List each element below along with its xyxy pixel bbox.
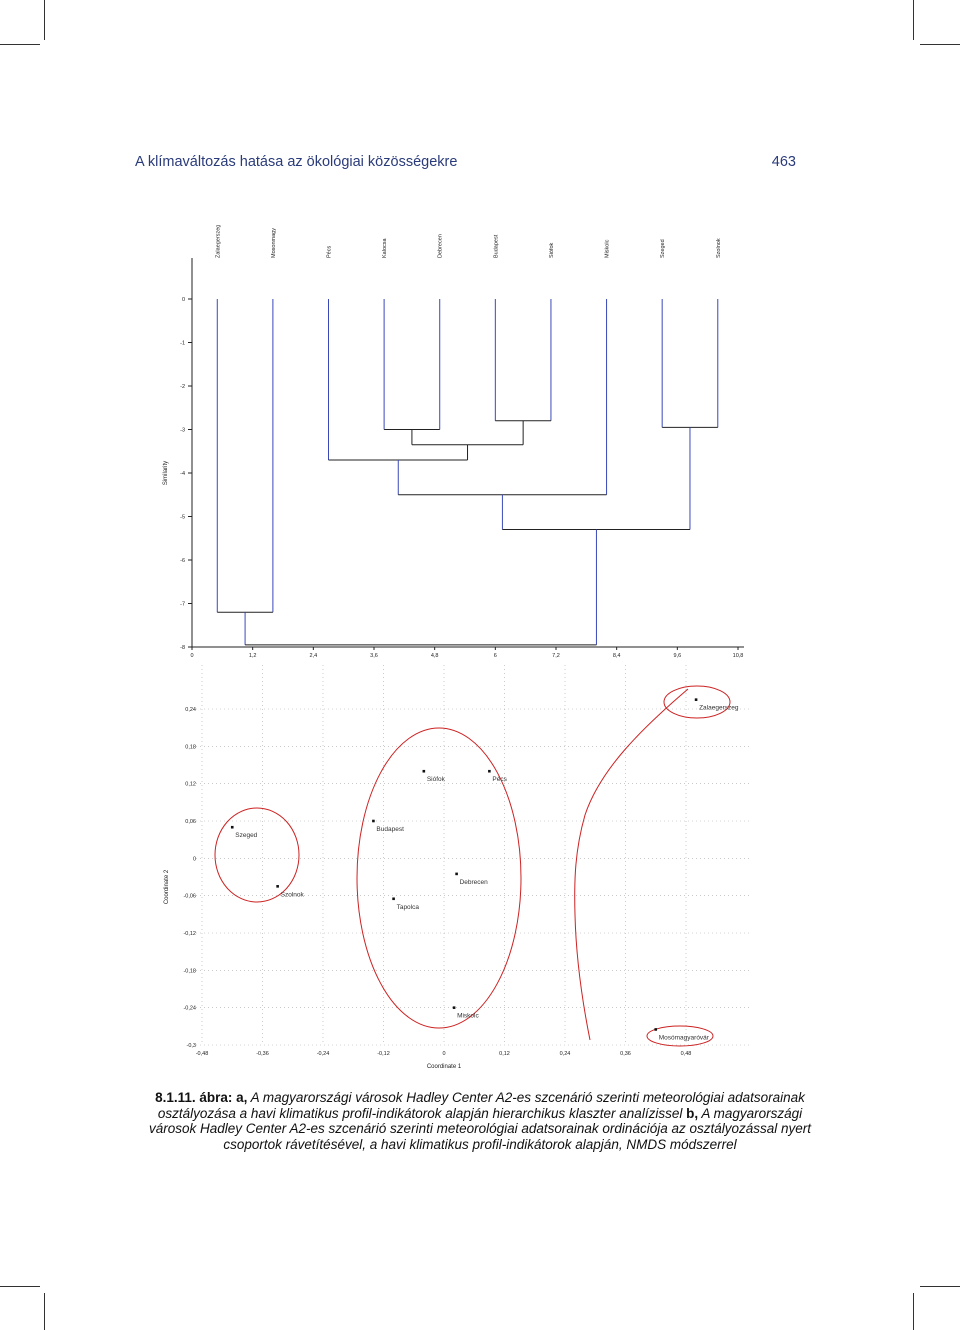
y-tick-label: 0,24	[185, 707, 196, 713]
y-tick-label: -2	[180, 384, 185, 390]
x-tick-label: 0	[190, 653, 194, 659]
scatter-points	[231, 698, 739, 1041]
cluster-ellipse-central	[357, 728, 521, 1028]
scatter-point	[231, 826, 234, 829]
cluster-ellipse-zalaegerszeg	[664, 686, 730, 718]
y-tick-label: -7	[180, 601, 185, 608]
x-tick-label: 7,2	[552, 653, 560, 659]
scatter-point	[423, 770, 426, 773]
leaf-label: Kalocsa	[382, 238, 389, 258]
caption-part-a-label: a,	[236, 1090, 248, 1105]
y-tick-label: -0,12	[183, 931, 196, 937]
x-tick-label: 0,24	[559, 1051, 571, 1057]
scatter-point	[654, 1028, 657, 1031]
scatter-point	[695, 698, 698, 701]
scatter-grid	[196, 665, 750, 1045]
leaf-label: Debrecen	[437, 234, 444, 258]
caption-part-a-text: A magyarországi városok Hadley Center A2-es szcenárió szerinti meteorológiai adatsorainak osztályozása a havi klimatikus profil-indikátorok alapján hierarchikus klaszter analízissel	[157, 1090, 805, 1121]
crop-mark	[44, 1293, 45, 1330]
y-axis-label: Coordinate 2	[164, 869, 170, 905]
y-axis-label: Similarity	[163, 460, 169, 486]
caption-label: 8.1.11. ábra:	[155, 1090, 233, 1105]
x-tick-label: 8,4	[612, 653, 621, 659]
leaf-label: Mosonmagy	[270, 228, 277, 258]
scatter-point	[392, 897, 395, 900]
y-tick-label: 0,12	[185, 781, 196, 788]
leaf-label: Szolnok	[715, 238, 722, 258]
y-tick-label: -6	[180, 558, 185, 564]
y-tick-label: 0	[181, 297, 185, 303]
x-tick-label: -0,36	[256, 1051, 269, 1057]
x-tick-label: 0,36	[620, 1051, 631, 1057]
y-tick-label: -4	[180, 471, 185, 477]
point-label: Szolnok	[280, 891, 304, 899]
x-tick-label: -0,12	[377, 1051, 390, 1057]
point-label: Miskolc	[457, 1012, 479, 1020]
cluster-boundary-curve	[575, 689, 688, 1040]
scatter-point	[453, 1006, 456, 1009]
figure-caption	[135, 1090, 825, 1152]
leaf-label: Pécs	[326, 245, 333, 258]
x-tick-label: -0,48	[195, 1051, 209, 1057]
y-tick-label: -0,24	[183, 1005, 196, 1012]
x-tick-label: 1,2	[248, 653, 257, 659]
x-tick-label: -0,24	[316, 1051, 330, 1057]
cluster-annotations	[215, 686, 730, 1046]
y-tick-label: -3	[180, 427, 185, 434]
point-label: Mosómagyaróvár	[658, 1034, 709, 1042]
cluster-ellipse-szeged-szolnok	[215, 808, 299, 902]
y-tick-label: 0,06	[185, 819, 196, 825]
y-tick-label: -0,3	[186, 1043, 196, 1049]
leaf-label: Zalaegerszeg	[215, 224, 222, 258]
y-tick-label: -0,18	[183, 968, 196, 975]
crop-mark	[0, 1286, 40, 1287]
x-tick-label: 0,48	[680, 1051, 692, 1057]
page-number: 463	[771, 154, 796, 170]
x-tick-label: 10,8	[732, 653, 744, 659]
caption-part-b-text: A magyarországi városok Hadley Center A2-es szcenárió szerinti meteorológiai adatsorainak ordinációja az osztályozással nyert csoportok rávetítésével, a havi klimatikus profil-indikátorok alapján, NMDS módszerrel	[148, 1105, 812, 1152]
point-label: Tapolca	[396, 903, 419, 911]
y-tick-label: 0	[192, 856, 196, 863]
leaf-label: Szeged	[660, 239, 667, 258]
caption-part-b-label: b,	[686, 1105, 699, 1121]
scatter-point	[276, 885, 279, 888]
y-tick-label: 0,18	[185, 744, 196, 751]
leaf-label: Miskolc	[604, 239, 611, 258]
y-tick-label: -0,06	[183, 893, 196, 900]
x-tick-label: 0,12	[499, 1051, 510, 1057]
point-label: Szeged	[235, 832, 258, 840]
x-tick-label: 2,4	[309, 653, 318, 659]
point-label: Budapest	[376, 826, 404, 833]
point-label: Pécs	[492, 776, 507, 784]
scatter-point	[488, 770, 491, 773]
y-tick-label: -5	[180, 514, 185, 521]
point-label: Debrecen	[459, 878, 488, 886]
scatter-point	[455, 873, 458, 876]
x-tick-label: 0	[442, 1051, 446, 1057]
crop-mark	[920, 1286, 960, 1287]
y-tick-label: -1	[180, 340, 185, 347]
leaf-label: Budapest	[493, 234, 500, 258]
x-tick-label: 6	[493, 653, 497, 659]
crop-mark	[913, 1293, 914, 1330]
x-tick-label: 3,6	[370, 653, 378, 659]
x-tick-label: 4,8	[430, 653, 439, 659]
leaf-label: Siófok	[548, 242, 555, 258]
point-label: Zalaegerszeg	[699, 704, 739, 712]
y-tick-label: -8	[180, 645, 185, 651]
running-head: A klímaváltozás hatása az ökológiai közösségekre	[135, 154, 458, 170]
x-tick-label: 9,6	[673, 653, 682, 659]
x-axis-label: Coordinate 1	[426, 1064, 462, 1070]
scatter-axes	[164, 707, 691, 1070]
point-label: Siófok	[426, 776, 445, 784]
scatter-point	[372, 820, 375, 823]
